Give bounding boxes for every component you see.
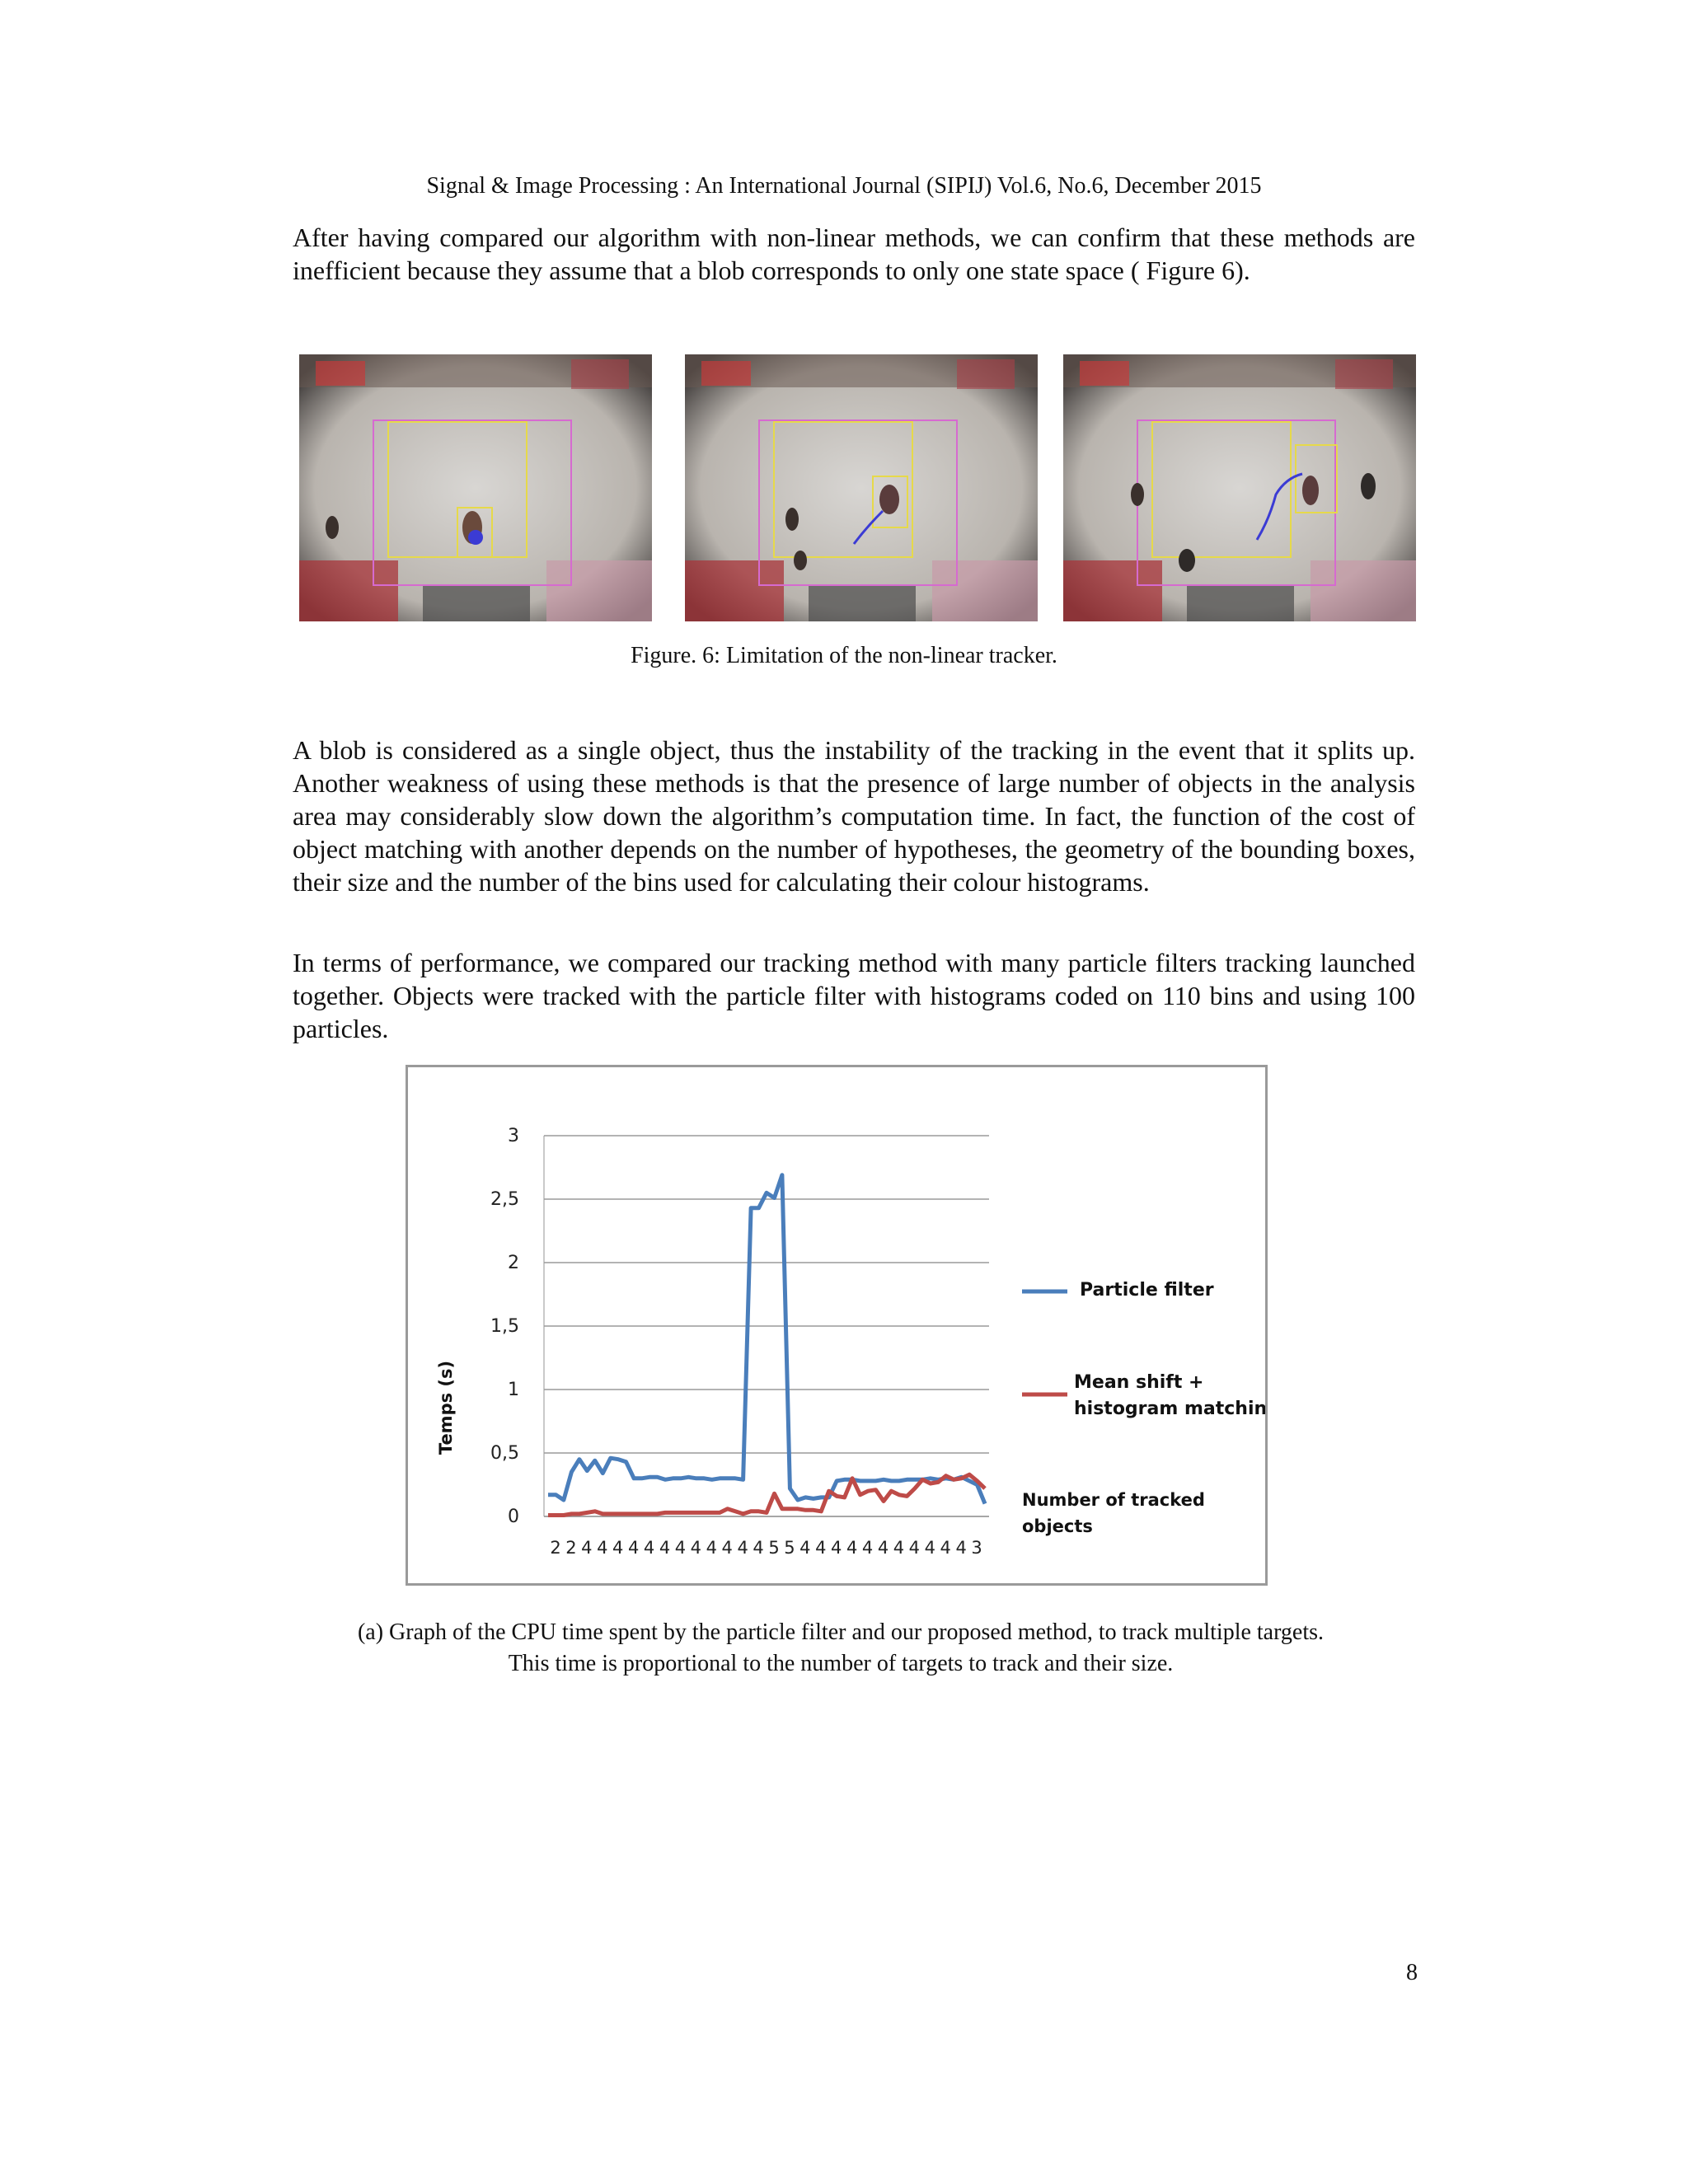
x-tick-label: 4 bbox=[831, 1538, 842, 1558]
tracking-frame-3 bbox=[1063, 354, 1416, 621]
x-tick-label: 4 bbox=[627, 1538, 640, 1558]
figure-a-caption-line1: (a) Graph of the CPU time spent by the particle filter and our proposed method, to track multiple targets. bbox=[357, 1619, 1325, 1645]
x-tick-label: 4 bbox=[815, 1538, 827, 1558]
x-tick-label: 2 bbox=[565, 1538, 577, 1558]
x-axis-label-line2: objects bbox=[1022, 1516, 1093, 1536]
x-tick-label: 4 bbox=[643, 1538, 655, 1558]
x-tick-label: 3 bbox=[971, 1538, 982, 1558]
x-tick-label: 4 bbox=[753, 1538, 764, 1558]
y-tick-label: 3 bbox=[508, 1126, 519, 1146]
x-tick-label: 4 bbox=[893, 1538, 905, 1558]
series-line-mean-shift bbox=[548, 1474, 985, 1515]
running-header: Signal & Image Processing : An International Journal (SIPIJ) Vol.6, No.6, December 2015 bbox=[426, 173, 1262, 199]
chart-legend bbox=[1022, 1280, 1265, 1419]
x-tick-label: 4 bbox=[690, 1538, 702, 1558]
x-tick-label: 4 bbox=[706, 1538, 717, 1558]
x-tick-label: 5 bbox=[784, 1538, 795, 1558]
x-tick-label: 4 bbox=[955, 1538, 967, 1558]
paragraph-blob-weakness: A blob is considered as a single object, thus the instability of the tracking in the event that it splits up. Another weakness of using these methods is that the presence of large number of objects in the analysis area may considerably slow down the algorithm’s computation time. In fact, the function of the cost of object matching with another depends on the number of hypotheses, the geometry of the bounding boxes, their size and the number of the bins used for calculating their colour histograms. bbox=[293, 735, 1415, 897]
x-tick-label: 4 bbox=[940, 1538, 951, 1558]
y-axis-label: Temps (s) bbox=[436, 1360, 456, 1455]
x-tick-label: 4 bbox=[908, 1538, 921, 1558]
chart-series bbox=[548, 1175, 985, 1516]
x-tick-label: 4 bbox=[581, 1538, 593, 1558]
x-tick-label: 4 bbox=[924, 1538, 935, 1558]
paragraph-comparison: After having compared our algorithm with non-linear methods, we can confirm that these methods are inefficient because they assume that a blob corresponds to only one state space ( Figure 6). bbox=[293, 223, 1415, 285]
y-tick-labels bbox=[490, 1126, 519, 1527]
y-tick-label: 1,5 bbox=[490, 1316, 519, 1337]
x-tick-label: 4 bbox=[597, 1538, 608, 1558]
page-number: 8 bbox=[1406, 1960, 1418, 1985]
y-tick-label: 1 bbox=[508, 1380, 519, 1400]
x-tick-label: 4 bbox=[861, 1538, 874, 1558]
x-tick-label: 5 bbox=[768, 1538, 780, 1558]
y-tick-label: 0 bbox=[508, 1507, 519, 1527]
cpu-time-chart bbox=[408, 1067, 1265, 1583]
figure-6-caption: Figure. 6: Limitation of the non-linear tracker. bbox=[631, 643, 1057, 668]
x-tick-labels bbox=[550, 1538, 982, 1558]
y-tick-label: 2 bbox=[508, 1253, 519, 1273]
x-tick-label: 4 bbox=[846, 1538, 858, 1558]
y-tick-label: 2,5 bbox=[490, 1189, 519, 1210]
figure-a-caption bbox=[247, 1617, 1434, 1680]
x-tick-label: 4 bbox=[737, 1538, 748, 1558]
x-tick-label: 2 bbox=[550, 1538, 561, 1558]
figure-6-images bbox=[299, 354, 1416, 621]
x-tick-label: 4 bbox=[721, 1538, 733, 1558]
tracking-frame-1 bbox=[299, 354, 652, 621]
legend-label-particle-filter: Particle filter bbox=[1080, 1280, 1214, 1301]
x-tick-label: 4 bbox=[659, 1538, 671, 1558]
paragraph-performance: In terms of performance, we compared our tracking method with many particle filters tracking launched together. Objects were tracked with the particle filter with histograms coded on 110 bins and using 100 particles. bbox=[293, 948, 1415, 1043]
chart-frame bbox=[406, 1065, 1268, 1586]
tracking-frame-2 bbox=[685, 354, 1038, 621]
legend-label-mean-shift-line1: Mean shift + bbox=[1074, 1372, 1204, 1393]
y-tick-label: 0,5 bbox=[490, 1443, 519, 1464]
x-tick-label: 4 bbox=[674, 1538, 687, 1558]
x-tick-label: 4 bbox=[877, 1538, 889, 1558]
legend-label-mean-shift-line2: histogram matching bbox=[1074, 1399, 1265, 1419]
series-line-particle-filter bbox=[548, 1175, 985, 1504]
figure-a-caption-line2: This time is proportional to the number of targets to track and their size. bbox=[508, 1651, 1174, 1676]
x-tick-label: 4 bbox=[799, 1538, 811, 1558]
x-tick-label: 4 bbox=[612, 1538, 624, 1558]
x-axis-label-line1: Number of tracked bbox=[1022, 1490, 1205, 1510]
